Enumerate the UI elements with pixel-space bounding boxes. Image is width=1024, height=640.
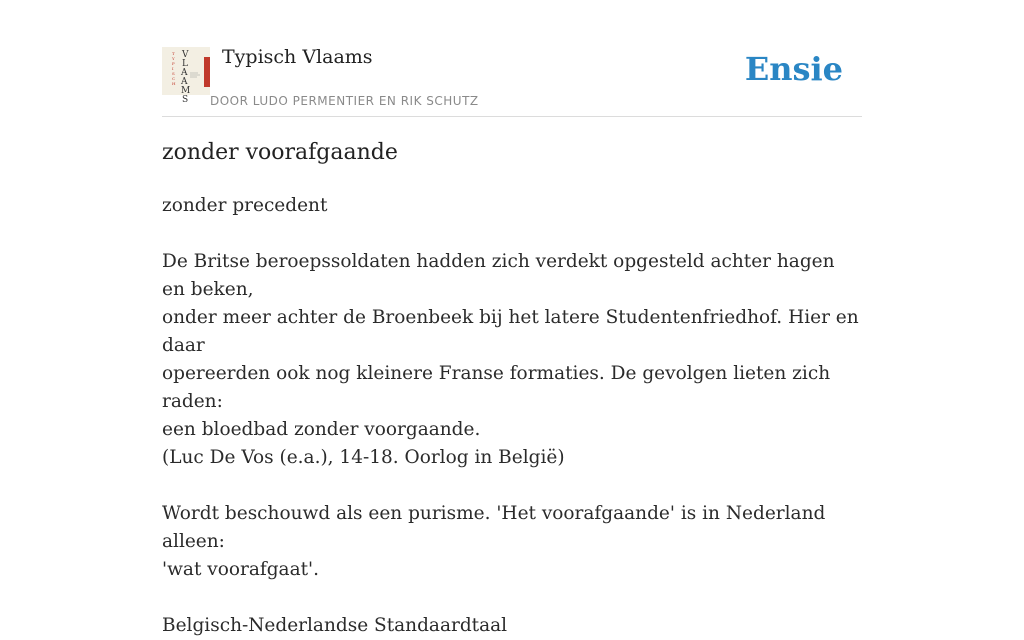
book-logo-icon[interactable]	[162, 47, 210, 105]
logo-letter: M	[181, 86, 191, 96]
logo-letter: A	[181, 77, 188, 87]
book-authors: DOOR LUDO PERMENTIER EN RIK SCHUTZ	[210, 94, 479, 108]
note-line: 'wat voorafgaat'.	[162, 559, 320, 580]
example-source: (Luc De Vos (e.a.), 14-18. Oorlog in België)	[162, 447, 565, 468]
svg-text:I: I	[172, 66, 174, 71]
logo-letter: A	[181, 68, 188, 78]
note-line: Wordt beschouwd als een purisme. 'Het voorafgaande' is in Nederland alleen:	[162, 503, 826, 552]
example-line: onder meer achter de Broenbeek bij het latere Studentenfriedhof. Hier en daar	[162, 307, 859, 356]
book-title[interactable]: Typisch Vlaams	[222, 46, 373, 68]
entry-body	[162, 192, 862, 640]
svg-text:T: T	[172, 51, 175, 56]
svg-text:Y: Y	[172, 56, 175, 61]
example-line: een bloedbad zonder voorgaande.	[162, 419, 481, 440]
svg-text:S: S	[172, 71, 175, 76]
header	[162, 0, 862, 117]
language-label: Belgisch-Nederlandse Standaardtaal	[162, 615, 508, 636]
example-line: opereerden ook nog kleinere Franse formaties. De gevolgen lieten zich raden:	[162, 363, 831, 412]
svg-text:P: P	[172, 61, 175, 66]
entry-term: zonder voorafgaande	[162, 140, 398, 165]
svg-text:C: C	[172, 76, 176, 81]
example-line: De Britse beroepssoldaten hadden zich verdekt opgesteld achter hagen en beken,	[162, 251, 835, 300]
logo-letter: L	[182, 59, 188, 69]
svg-text:H: H	[172, 81, 176, 86]
logo-letter: S	[182, 95, 189, 105]
ensie-brand-link[interactable]: Ensie	[744, 50, 843, 88]
entry-definition: zonder precedent	[162, 195, 328, 216]
logo-letter: V	[182, 50, 189, 60]
page-container	[162, 0, 862, 636]
